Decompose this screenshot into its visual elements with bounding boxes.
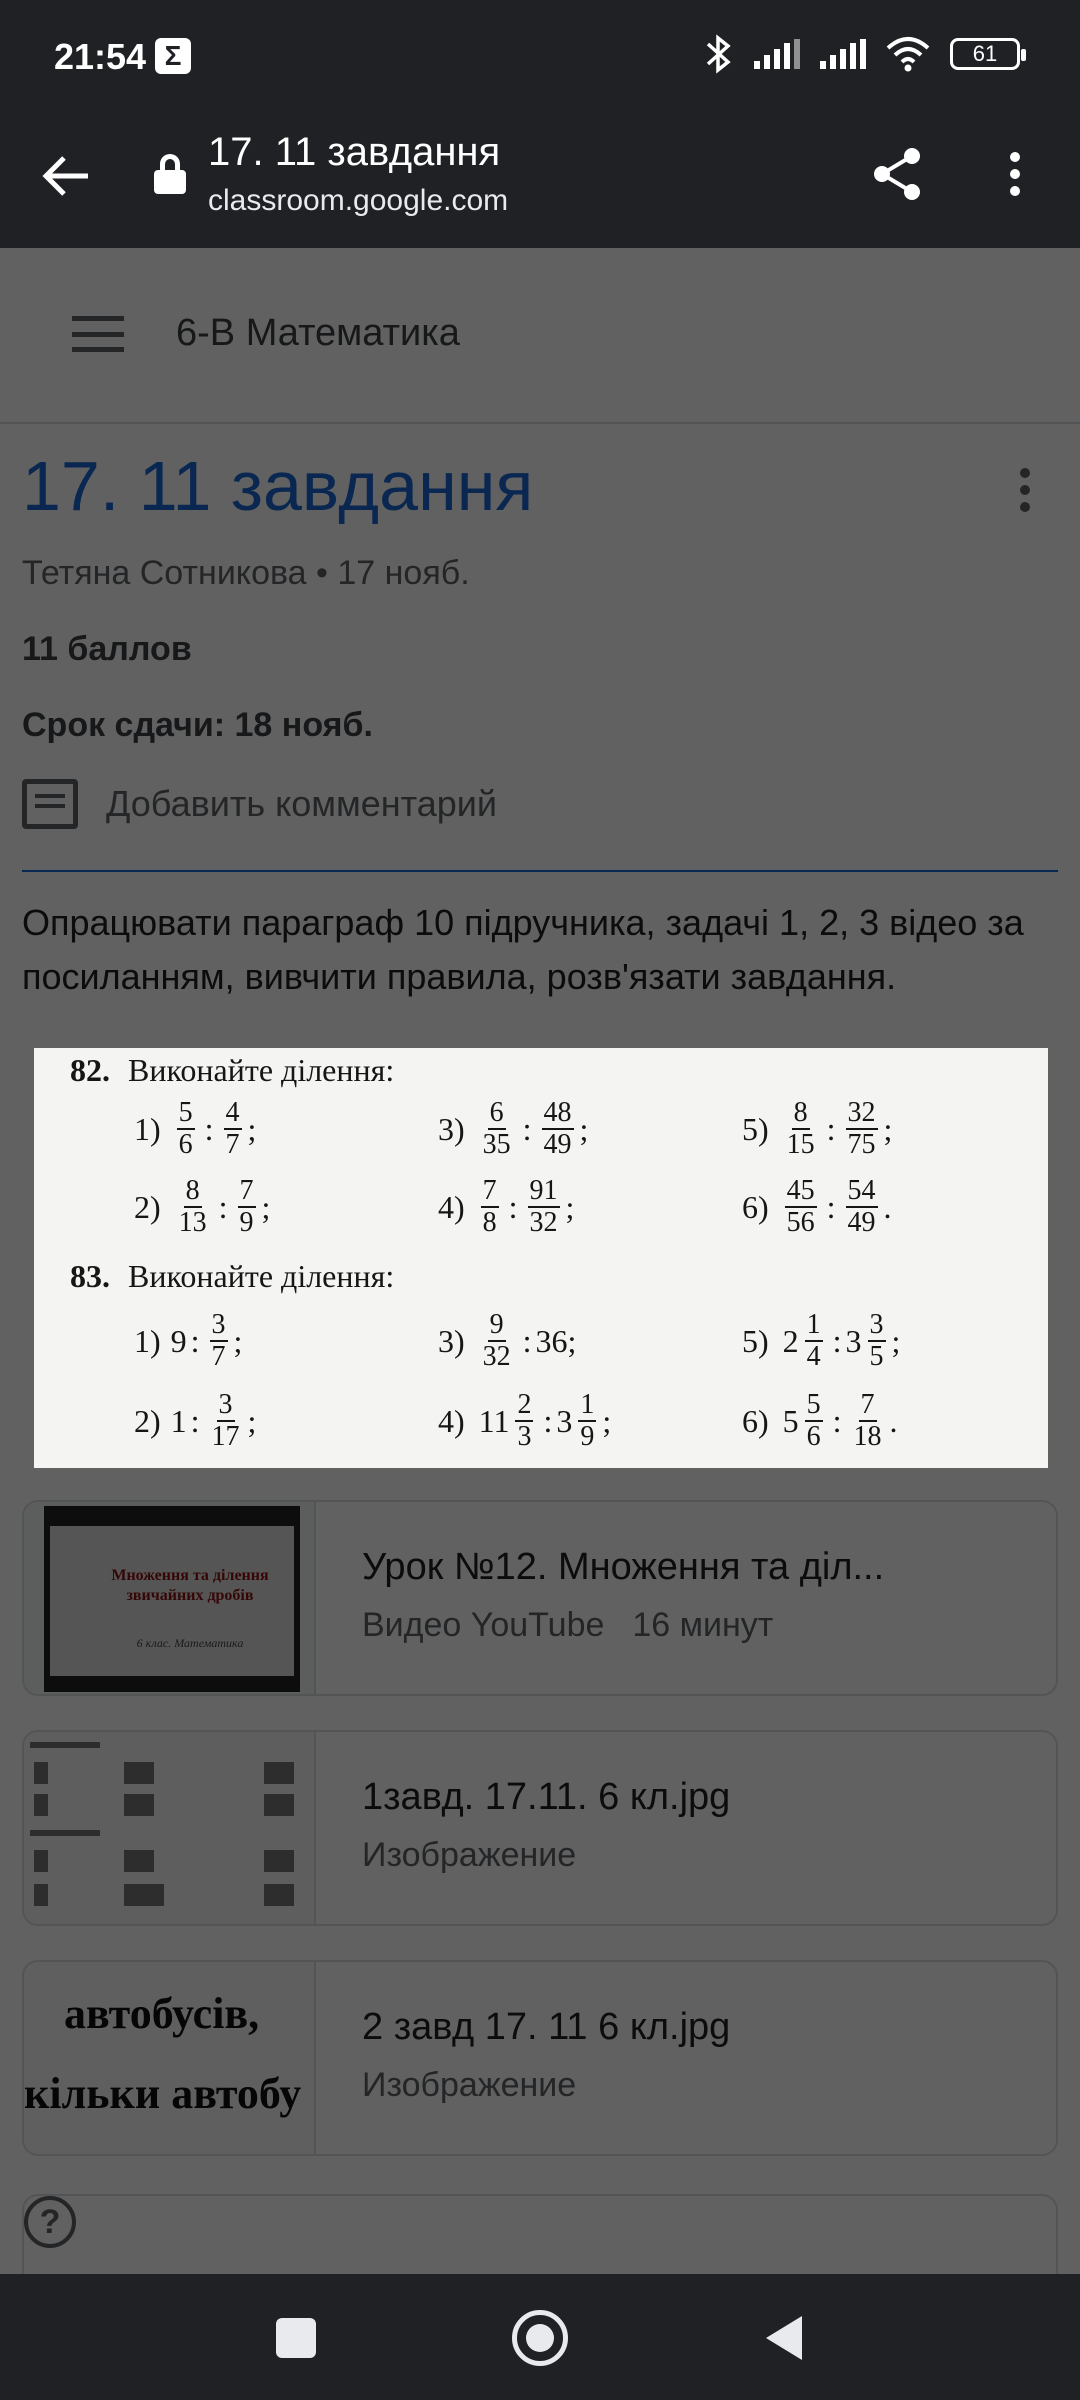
problem-83-4: 4) 11 $\frac{2}{3}$ : 3 $\frac{1}{9}$ ;: [438, 1389, 612, 1452]
exercise-heading: [70, 1052, 394, 1089]
problem-82-5: 5) $\frac{8}{15}$ : $\frac{32}{75}$ ;: [742, 1097, 893, 1160]
problem-82-3: 3) $\frac{6}{35}$ : $\frac{48}{49}$ ;: [438, 1097, 589, 1160]
recents-icon[interactable]: [276, 2318, 316, 2358]
status-bar: [0, 0, 1080, 116]
system-nav-bar: [0, 2274, 1080, 2400]
exercise-heading: [70, 1258, 394, 1295]
status-time: 21:54: [54, 36, 147, 77]
back-triangle-icon[interactable]: [766, 2316, 802, 2360]
browser-host[interactable]: classroom.google.com: [208, 184, 509, 217]
bluetooth-icon: [704, 34, 734, 74]
image-viewer[interactable]: [34, 1048, 1048, 1468]
browser-toolbar: [0, 116, 1080, 248]
browser-page-title[interactable]: 17. 11 завдання: [208, 130, 501, 174]
problem-83-3: 3) $\frac{9}{32}$ : 36 ;: [438, 1309, 577, 1372]
problem-83-1: 1) 9 : $\frac{3}{7}$ ;: [134, 1309, 243, 1372]
signal-icon-2: [820, 39, 866, 69]
exercise-number: 83.: [70, 1258, 110, 1294]
problem-82-4: 4) $\frac{7}{8}$ : $\frac{91}{32}$ ;: [438, 1175, 575, 1238]
share-icon[interactable]: [866, 142, 930, 206]
arrow-left-icon[interactable]: [36, 146, 96, 206]
problem-83-5: 5) 2 $\frac{1}{4}$ : 3 $\frac{3}{5}$ ;: [742, 1309, 901, 1372]
notification-icon: Σ: [155, 38, 191, 74]
home-icon[interactable]: [512, 2310, 568, 2366]
problem-82-6: 6) $\frac{45}{56}$ : $\frac{54}{49}$ .: [742, 1175, 892, 1238]
problem-83-2: 2) 1 : $\frac{3}{17}$ ;: [134, 1389, 257, 1452]
exercise-number: 82.: [70, 1052, 110, 1088]
signal-icon: [754, 39, 800, 69]
problem-82-2: 2) $\frac{8}{13}$ : $\frac{7}{9}$ ;: [134, 1175, 271, 1238]
lock-icon: [154, 154, 186, 194]
wifi-icon: [886, 36, 930, 72]
problem-83-6: 6) 5 $\frac{5}{6}$ : $\frac{7}{18}$ .: [742, 1389, 898, 1452]
more-vert-icon[interactable]: [1000, 142, 1030, 206]
battery-icon: 61: [950, 38, 1020, 70]
problem-82-1: 1) $\frac{5}{6}$ : $\frac{4}{7}$ ;: [134, 1097, 257, 1160]
exercise-title: Виконайте ділення:: [128, 1052, 395, 1088]
exercise-title: Виконайте ділення:: [128, 1258, 395, 1294]
status-icons: [704, 34, 1020, 74]
